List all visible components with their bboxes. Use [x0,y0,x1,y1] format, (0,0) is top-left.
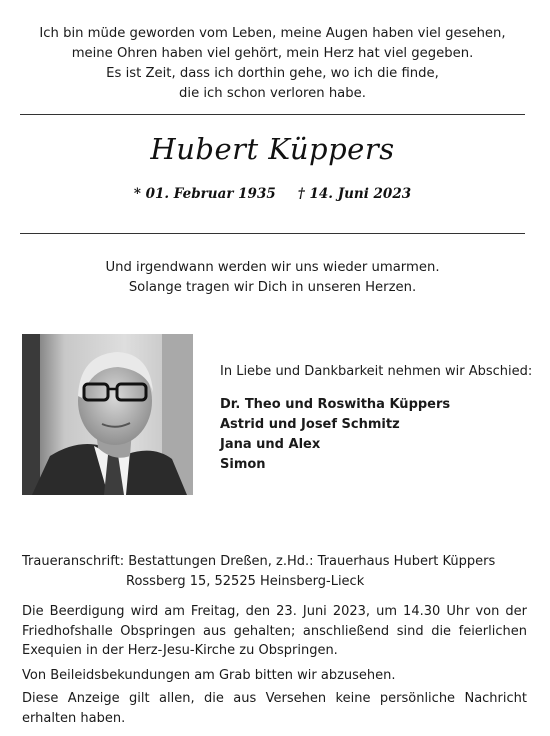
mourners-list [220,395,450,475]
poem-line: meine Ohren haben viel gehört, mein Herz hat viel gegeben. [71,46,474,61]
poem-line: Es ist Zeit, dass ich dorthin gehe, wo ich die finde, [106,66,439,81]
address-line: Traueranschrift: Bestattungen Dreßen, z.Hd.: Trauerhaus Hubert Küppers [22,554,496,569]
mourner-name: Astrid und Josef Schmitz [220,417,400,432]
mourners-intro: In Liebe und Dankbarkeit nehmen wir Abschied: [220,364,533,379]
address-line: Rossberg 15, 52525 Heinsberg-Lieck [126,574,365,589]
notification-notice: Diese Anzeige gilt allen, die aus Versehen keine persönliche Nachricht erhalten haben. [22,691,527,726]
divider-bottom [20,233,525,234]
life-dates [20,186,525,202]
deceased-name: Hubert Küppers [150,132,395,166]
quote-line: Solange tragen wir Dich in unseren Herzen. [128,280,417,295]
mourner-name: Jana und Alex [220,437,321,452]
funeral-notice: Die Beerdigung wird am Freitag, den 23. Juni 2023, um 14.30 Uhr von der Friedhofshalle Obspringen aus gehalten; anschließend sind die feierlichen Exequien in der Herz-Jesu-Kirche zu Obspringen. [22,604,527,658]
mourner-name: Dr. Theo und Roswitha Küppers [220,397,451,412]
poem-line: Ich bin müde geworden vom Leben, meine Augen haben viel gesehen, [39,26,506,41]
quote [20,258,525,298]
mourner-name: Simon [220,457,266,472]
portrait-photo [22,334,193,495]
poem-line: die ich schon verloren habe. [179,86,366,101]
death-date: † 14. Juni 2023 [297,186,412,202]
condolence-notice: Von Beileidsbekundungen am Grab bitten wir abzusehen. [22,668,396,683]
quote-line: Und irgendwann werden wir uns wieder umarmen. [105,260,440,275]
poem [20,24,525,104]
mourning-address [22,552,495,592]
birth-date: * 01. Februar 1935 [133,186,276,202]
divider-top [20,114,525,115]
